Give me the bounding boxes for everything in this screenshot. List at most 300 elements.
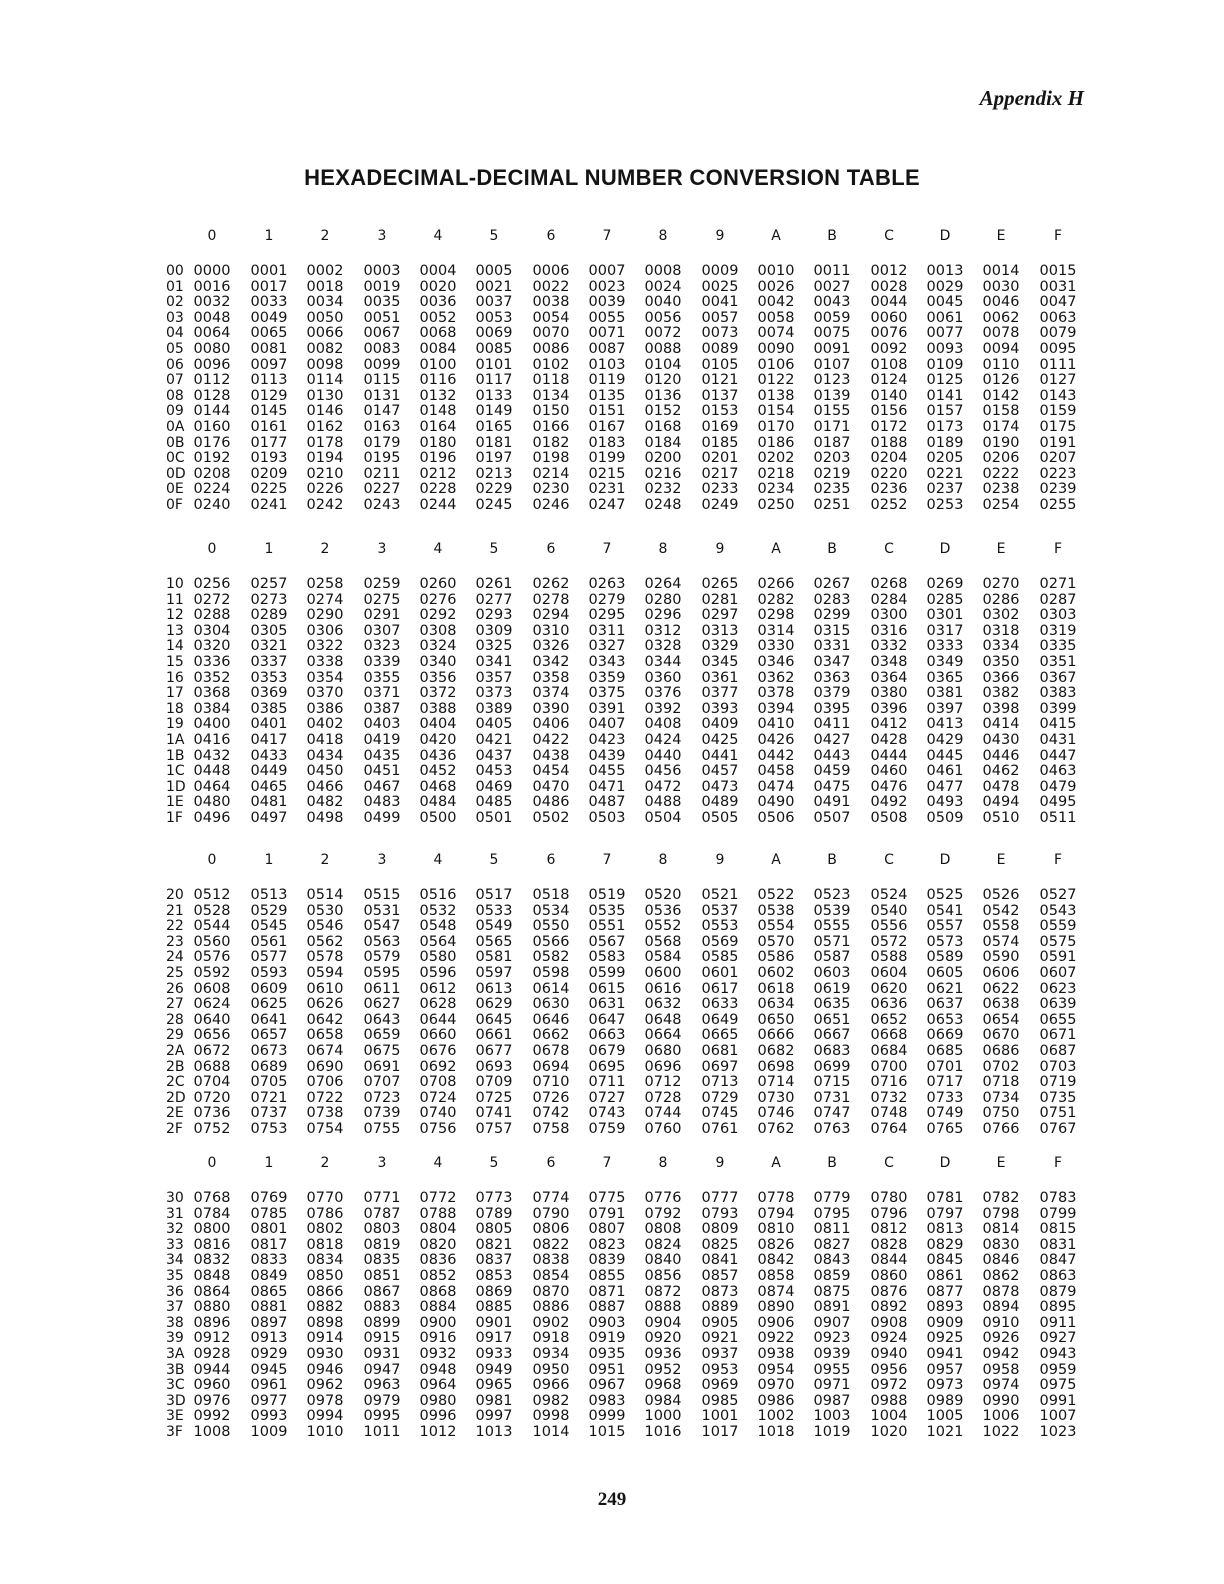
table-cell: 0025 bbox=[701, 278, 739, 295]
table-cell: 0716 bbox=[870, 1074, 908, 1091]
table-cell: 0796 bbox=[870, 1205, 908, 1222]
table-cell: 0839 bbox=[588, 1252, 626, 1269]
table-row bbox=[160, 264, 1110, 280]
table-cell: 0304 bbox=[193, 622, 231, 639]
table-cell: 1013 bbox=[475, 1423, 513, 1440]
table-cell: 0775 bbox=[588, 1190, 626, 1206]
table-cell: 0985 bbox=[701, 1392, 739, 1409]
table-cell: 0710 bbox=[532, 1074, 570, 1091]
table-cell: 0624 bbox=[193, 996, 231, 1013]
table-cell: 0766 bbox=[982, 1120, 1020, 1137]
table-cell: 0371 bbox=[363, 685, 401, 702]
table-cell: 0571 bbox=[813, 933, 851, 950]
table-cell: 0870 bbox=[532, 1283, 570, 1300]
table-cell: 0485 bbox=[475, 794, 513, 811]
table-cell: 0073 bbox=[701, 325, 739, 342]
table-cell: 0665 bbox=[701, 1027, 739, 1044]
table-cell: 0317 bbox=[926, 622, 964, 639]
table-cell: 0948 bbox=[419, 1361, 457, 1378]
table-cell: 0618 bbox=[757, 980, 795, 997]
table-cell: 0454 bbox=[532, 763, 570, 780]
table-cell: 0508 bbox=[870, 809, 908, 826]
table-cell: 0711 bbox=[588, 1074, 626, 1091]
table-cell: 0039 bbox=[588, 294, 626, 311]
table-cell: 0159 bbox=[1039, 403, 1077, 420]
table-cell: 1019 bbox=[813, 1423, 851, 1440]
table-cell: 0641 bbox=[250, 1011, 288, 1028]
table-cell: 0771 bbox=[363, 1190, 401, 1206]
table-row bbox=[160, 764, 1110, 780]
table-cell: 0028 bbox=[870, 278, 908, 295]
table-cell: 0126 bbox=[982, 372, 1020, 389]
row-label: 14 bbox=[166, 638, 184, 655]
table-cell: 0087 bbox=[588, 340, 626, 357]
table-cell: 0940 bbox=[870, 1345, 908, 1362]
table-cell: 0699 bbox=[813, 1058, 851, 1075]
table-cell: 0278 bbox=[532, 591, 570, 608]
table-row bbox=[160, 919, 1110, 935]
table-cell: 0740 bbox=[419, 1105, 457, 1122]
table-cell: 0051 bbox=[363, 309, 401, 326]
table-cell: 0471 bbox=[588, 778, 626, 795]
table-cell: 0637 bbox=[926, 996, 964, 1013]
table-cell: 0987 bbox=[813, 1392, 851, 1409]
table-cell: 0732 bbox=[870, 1089, 908, 1106]
table-cell: 0583 bbox=[588, 949, 626, 966]
table-cell: 0435 bbox=[363, 747, 401, 764]
table-cell: 0547 bbox=[363, 918, 401, 935]
table-cell: 0827 bbox=[813, 1236, 851, 1253]
table-cell: 0612 bbox=[419, 980, 457, 997]
table-cell: 0184 bbox=[644, 434, 682, 451]
column-header: 5 bbox=[489, 228, 499, 244]
table-row bbox=[160, 1316, 1110, 1332]
table-cell: 0501 bbox=[475, 809, 513, 826]
table-row bbox=[160, 451, 1110, 467]
table-cell: 0475 bbox=[813, 778, 851, 795]
table-cell: 0421 bbox=[475, 731, 513, 748]
table-cell: 0528 bbox=[193, 902, 231, 919]
column-header: F bbox=[1053, 541, 1063, 557]
column-header: 9 bbox=[715, 1155, 725, 1171]
column-header: A bbox=[771, 852, 781, 868]
table-cell: 0379 bbox=[813, 685, 851, 702]
table-cell: 0488 bbox=[644, 794, 682, 811]
column-header: 0 bbox=[207, 852, 217, 868]
table-cell: 0244 bbox=[419, 496, 457, 513]
table-cell: 0859 bbox=[813, 1267, 851, 1284]
table-cell: 0458 bbox=[757, 763, 795, 780]
table-cell: 0130 bbox=[306, 387, 344, 404]
table-cell: 0060 bbox=[870, 309, 908, 326]
column-header-row bbox=[160, 228, 1110, 248]
table-cell: 0434 bbox=[306, 747, 344, 764]
table-cell: 0011 bbox=[813, 263, 851, 279]
table-cell: 0545 bbox=[250, 918, 288, 935]
table-row bbox=[160, 1191, 1110, 1207]
table-cell: 0725 bbox=[475, 1089, 513, 1106]
table-cell: 0369 bbox=[250, 685, 288, 702]
column-header: A bbox=[771, 541, 781, 557]
table-cell: 0757 bbox=[475, 1120, 513, 1137]
column-header: B bbox=[827, 228, 837, 244]
table-cell: 0952 bbox=[644, 1361, 682, 1378]
table-cell: 1015 bbox=[588, 1423, 626, 1440]
table-cell: 0622 bbox=[982, 980, 1020, 997]
table-cell: 0819 bbox=[363, 1236, 401, 1253]
table-cell: 0997 bbox=[475, 1408, 513, 1425]
row-label: 23 bbox=[166, 933, 184, 950]
table-cell: 0604 bbox=[870, 964, 908, 981]
table-cell: 0282 bbox=[757, 591, 795, 608]
table-cell: 0925 bbox=[926, 1330, 964, 1347]
column-header: 0 bbox=[207, 1155, 217, 1171]
table-cell: 0572 bbox=[870, 933, 908, 950]
table-cell: 0209 bbox=[250, 465, 288, 482]
row-label: 27 bbox=[166, 996, 184, 1013]
table-cell: 0172 bbox=[870, 418, 908, 435]
table-cell: 0558 bbox=[982, 918, 1020, 935]
table-cell: 0664 bbox=[644, 1027, 682, 1044]
table-cell: 0777 bbox=[701, 1190, 739, 1206]
table-cell: 0448 bbox=[193, 763, 231, 780]
table-cell: 0962 bbox=[306, 1377, 344, 1394]
table-cell: 0793 bbox=[701, 1205, 739, 1222]
table-cell: 0911 bbox=[1039, 1314, 1077, 1331]
column-header: D bbox=[939, 852, 951, 868]
table-cell: 0928 bbox=[193, 1345, 231, 1362]
row-label: 0D bbox=[166, 465, 186, 482]
table-row bbox=[160, 1394, 1110, 1410]
table-cell: 0020 bbox=[419, 278, 457, 295]
table-cell: 0232 bbox=[644, 481, 682, 498]
table-row bbox=[160, 624, 1110, 640]
table-cell: 0491 bbox=[813, 794, 851, 811]
table-cell: 0730 bbox=[757, 1089, 795, 1106]
table-cell: 0878 bbox=[982, 1283, 1020, 1300]
column-header: 3 bbox=[377, 1155, 387, 1171]
table-cell: 0617 bbox=[701, 980, 739, 997]
table-cell: 0168 bbox=[644, 418, 682, 435]
table-cell: 0886 bbox=[532, 1299, 570, 1316]
table-cell: 0105 bbox=[701, 356, 739, 373]
table-cell: 0473 bbox=[701, 778, 739, 795]
table-cell: 0578 bbox=[306, 949, 344, 966]
column-header: 8 bbox=[658, 228, 668, 244]
table-cell: 0988 bbox=[870, 1392, 908, 1409]
table-cell: 0929 bbox=[250, 1345, 288, 1362]
table-cell: 0451 bbox=[363, 763, 401, 780]
table-cell: 0234 bbox=[757, 481, 795, 498]
table-cell: 0214 bbox=[532, 465, 570, 482]
table-cell: 0264 bbox=[644, 576, 682, 592]
table-cell: 0038 bbox=[532, 294, 570, 311]
column-header: 8 bbox=[658, 541, 668, 557]
table-cell: 0722 bbox=[306, 1089, 344, 1106]
table-cell: 0856 bbox=[644, 1267, 682, 1284]
row-label: 1E bbox=[166, 794, 184, 811]
page-title: HEXADECIMAL-DECIMAL NUMBER CONVERSION TABLE bbox=[304, 165, 920, 190]
table-cell: 0047 bbox=[1039, 294, 1077, 311]
table-cell: 0738 bbox=[306, 1105, 344, 1122]
table-cell: 0958 bbox=[982, 1361, 1020, 1378]
table-cell: 0800 bbox=[193, 1221, 231, 1238]
table-cell: 0306 bbox=[306, 622, 344, 639]
row-label: 08 bbox=[166, 387, 184, 404]
table-cell: 0638 bbox=[982, 996, 1020, 1013]
table-cell: 0996 bbox=[419, 1408, 457, 1425]
table-cell: 0671 bbox=[1039, 1027, 1077, 1044]
table-cell: 0945 bbox=[250, 1361, 288, 1378]
table-cell: 0907 bbox=[813, 1314, 851, 1331]
table-cell: 0399 bbox=[1039, 700, 1077, 717]
table-cell: 0834 bbox=[306, 1252, 344, 1269]
table-cell: 0275 bbox=[363, 591, 401, 608]
row-label: 30 bbox=[166, 1190, 184, 1206]
table-cell: 0429 bbox=[926, 731, 964, 748]
table-cell: 0227 bbox=[363, 481, 401, 498]
table-cell: 0029 bbox=[926, 278, 964, 295]
table-cell: 0896 bbox=[193, 1314, 231, 1331]
column-header: 4 bbox=[433, 1155, 443, 1171]
table-cell: 0125 bbox=[926, 372, 964, 389]
table-cell: 0884 bbox=[419, 1299, 457, 1316]
table-cell: 0580 bbox=[419, 949, 457, 966]
table-cell: 0102 bbox=[532, 356, 570, 373]
table-row bbox=[160, 1363, 1110, 1379]
table-cell: 0165 bbox=[475, 418, 513, 435]
column-header: 3 bbox=[377, 541, 387, 557]
table-cell: 0966 bbox=[532, 1377, 570, 1394]
table-cell: 0376 bbox=[644, 685, 682, 702]
table-cell: 0569 bbox=[701, 933, 739, 950]
table-cell: 0362 bbox=[757, 669, 795, 686]
table-cell: 0922 bbox=[757, 1330, 795, 1347]
table-cell: 0899 bbox=[363, 1314, 401, 1331]
table-cell: 0568 bbox=[644, 933, 682, 950]
table-cell: 0833 bbox=[250, 1252, 288, 1269]
table-cell: 0850 bbox=[306, 1267, 344, 1284]
table-cell: 0524 bbox=[870, 887, 908, 903]
table-cell: 0727 bbox=[588, 1089, 626, 1106]
table-cell: 0064 bbox=[193, 325, 231, 342]
table-cell: 0265 bbox=[701, 576, 739, 592]
table-cell: 0081 bbox=[250, 340, 288, 357]
table-cell: 0245 bbox=[475, 496, 513, 513]
table-cell: 0645 bbox=[475, 1011, 513, 1028]
table-cell: 0794 bbox=[757, 1205, 795, 1222]
table-cell: 0577 bbox=[250, 949, 288, 966]
table-cell: 0592 bbox=[193, 964, 231, 981]
row-label: 32 bbox=[166, 1221, 184, 1238]
table-cell: 0653 bbox=[926, 1011, 964, 1028]
table-cell: 0219 bbox=[813, 465, 851, 482]
table-cell: 0733 bbox=[926, 1089, 964, 1106]
table-cell: 0139 bbox=[813, 387, 851, 404]
table-row bbox=[160, 1222, 1110, 1238]
table-cell: 0708 bbox=[419, 1074, 457, 1091]
row-label: 35 bbox=[166, 1267, 184, 1284]
table-cell: 0274 bbox=[306, 591, 344, 608]
table-cell: 0842 bbox=[757, 1252, 795, 1269]
table-cell: 0396 bbox=[870, 700, 908, 717]
table-cell: 0063 bbox=[1039, 309, 1077, 326]
table-row bbox=[160, 1409, 1110, 1425]
column-header: A bbox=[771, 1155, 781, 1171]
table-cell: 0752 bbox=[193, 1120, 231, 1137]
table-cell: 0887 bbox=[588, 1299, 626, 1316]
table-cell: 0082 bbox=[306, 340, 344, 357]
table-cell: 0971 bbox=[813, 1377, 851, 1394]
table-cell: 0203 bbox=[813, 450, 851, 467]
table-cell: 0814 bbox=[982, 1221, 1020, 1238]
table-cell: 0692 bbox=[419, 1058, 457, 1075]
row-label: 00 bbox=[166, 263, 184, 279]
table-cell: 0164 bbox=[419, 418, 457, 435]
table-cell: 0351 bbox=[1039, 653, 1077, 670]
table-cell: 0975 bbox=[1039, 1377, 1077, 1394]
table-cell: 0620 bbox=[870, 980, 908, 997]
table-cell: 0003 bbox=[363, 263, 401, 279]
table-cell: 0795 bbox=[813, 1205, 851, 1222]
table-cell: 0023 bbox=[588, 278, 626, 295]
table-cell: 0185 bbox=[701, 434, 739, 451]
table-cell: 0748 bbox=[870, 1105, 908, 1122]
table-cell: 0262 bbox=[532, 576, 570, 592]
table-cell: 0032 bbox=[193, 294, 231, 311]
table-cell: 0586 bbox=[757, 949, 795, 966]
table-cell: 0789 bbox=[475, 1205, 513, 1222]
table-row bbox=[160, 686, 1110, 702]
table-cell: 0402 bbox=[306, 716, 344, 733]
column-header: 6 bbox=[546, 852, 556, 868]
table-cell: 0420 bbox=[419, 731, 457, 748]
table-cell: 0495 bbox=[1039, 794, 1077, 811]
table-cell: 0484 bbox=[419, 794, 457, 811]
row-label: 3B bbox=[166, 1361, 185, 1378]
table-cell: 0790 bbox=[532, 1205, 570, 1222]
table-row bbox=[160, 780, 1110, 796]
table-cell: 0313 bbox=[701, 622, 739, 639]
table-cell: 0813 bbox=[926, 1221, 964, 1238]
table-cell: 0761 bbox=[701, 1120, 739, 1137]
table-cell: 0348 bbox=[870, 653, 908, 670]
table-cell: 0249 bbox=[701, 496, 739, 513]
table-cell: 0690 bbox=[306, 1058, 344, 1075]
table-cell: 0150 bbox=[532, 403, 570, 420]
table-cell: 0361 bbox=[701, 669, 739, 686]
table-cell: 0981 bbox=[475, 1392, 513, 1409]
table-cell: 0365 bbox=[926, 669, 964, 686]
table-row bbox=[160, 795, 1110, 811]
table-cell: 0744 bbox=[644, 1105, 682, 1122]
table-cell: 0015 bbox=[1039, 263, 1077, 279]
table-cell: 0206 bbox=[982, 450, 1020, 467]
row-label: 09 bbox=[166, 403, 184, 420]
column-header-row bbox=[160, 852, 1110, 872]
table-cell: 0112 bbox=[193, 372, 231, 389]
table-cell: 0310 bbox=[532, 622, 570, 639]
table-cell: 0479 bbox=[1039, 778, 1077, 795]
table-cell: 0465 bbox=[250, 778, 288, 795]
table-cell: 0977 bbox=[250, 1392, 288, 1409]
table-cell: 0145 bbox=[250, 403, 288, 420]
table-cell: 0156 bbox=[870, 403, 908, 420]
table-cell: 0517 bbox=[475, 887, 513, 903]
table-cell: 0106 bbox=[757, 356, 795, 373]
table-cell: 0189 bbox=[926, 434, 964, 451]
table-cell: 0802 bbox=[306, 1221, 344, 1238]
table-cell: 0367 bbox=[1039, 669, 1077, 686]
table-cell: 0549 bbox=[475, 918, 513, 935]
table-cell: 0820 bbox=[419, 1236, 457, 1253]
row-label: 0C bbox=[166, 450, 185, 467]
table-cell: 0143 bbox=[1039, 387, 1077, 404]
table-cell: 0943 bbox=[1039, 1345, 1077, 1362]
table-cell: 0173 bbox=[926, 418, 964, 435]
row-label: 17 bbox=[166, 685, 184, 702]
table-cell: 0563 bbox=[363, 933, 401, 950]
table-row bbox=[160, 717, 1110, 733]
table-cell: 0874 bbox=[757, 1283, 795, 1300]
table-row bbox=[160, 295, 1110, 311]
table-cell: 0540 bbox=[870, 902, 908, 919]
table-cell: 0391 bbox=[588, 700, 626, 717]
table-cell: 0959 bbox=[1039, 1361, 1077, 1378]
table-cell: 0831 bbox=[1039, 1236, 1077, 1253]
table-cell: 0169 bbox=[701, 418, 739, 435]
table-cell: 0910 bbox=[982, 1314, 1020, 1331]
column-header: 5 bbox=[489, 1155, 499, 1171]
table-cell: 0065 bbox=[250, 325, 288, 342]
table-cell: 0968 bbox=[644, 1377, 682, 1394]
row-label: 21 bbox=[166, 902, 184, 919]
table-cell: 0719 bbox=[1039, 1074, 1077, 1091]
table-cell: 0101 bbox=[475, 356, 513, 373]
table-cell: 0835 bbox=[363, 1252, 401, 1269]
table-cell: 0503 bbox=[588, 809, 626, 826]
table-cell: 0012 bbox=[870, 263, 908, 279]
table-cell: 0308 bbox=[419, 622, 457, 639]
table-cell: 0295 bbox=[588, 607, 626, 624]
table-cell: 0236 bbox=[870, 481, 908, 498]
table-cell: 0832 bbox=[193, 1252, 231, 1269]
table-cell: 0546 bbox=[306, 918, 344, 935]
table-cell: 0659 bbox=[363, 1027, 401, 1044]
table-cell: 0339 bbox=[363, 653, 401, 670]
table-row bbox=[160, 639, 1110, 655]
table-cell: 0138 bbox=[757, 387, 795, 404]
table-cell: 0323 bbox=[363, 638, 401, 655]
table-row bbox=[160, 436, 1110, 452]
table-cell: 0591 bbox=[1039, 949, 1077, 966]
table-cell: 1007 bbox=[1039, 1408, 1077, 1425]
table-cell: 0507 bbox=[813, 809, 851, 826]
row-label: 1D bbox=[166, 778, 186, 795]
table-cell: 0726 bbox=[532, 1089, 570, 1106]
table-cell: 0654 bbox=[982, 1011, 1020, 1028]
table-cell: 0419 bbox=[363, 731, 401, 748]
table-cell: 0498 bbox=[306, 809, 344, 826]
table-cell: 0352 bbox=[193, 669, 231, 686]
table-cell: 0575 bbox=[1039, 933, 1077, 950]
table-cell: 1010 bbox=[306, 1423, 344, 1440]
table-cell: 0469 bbox=[475, 778, 513, 795]
table-cell: 0615 bbox=[588, 980, 626, 997]
table-cell: 0662 bbox=[532, 1027, 570, 1044]
table-cell: 0801 bbox=[250, 1221, 288, 1238]
table-cell: 0340 bbox=[419, 653, 457, 670]
